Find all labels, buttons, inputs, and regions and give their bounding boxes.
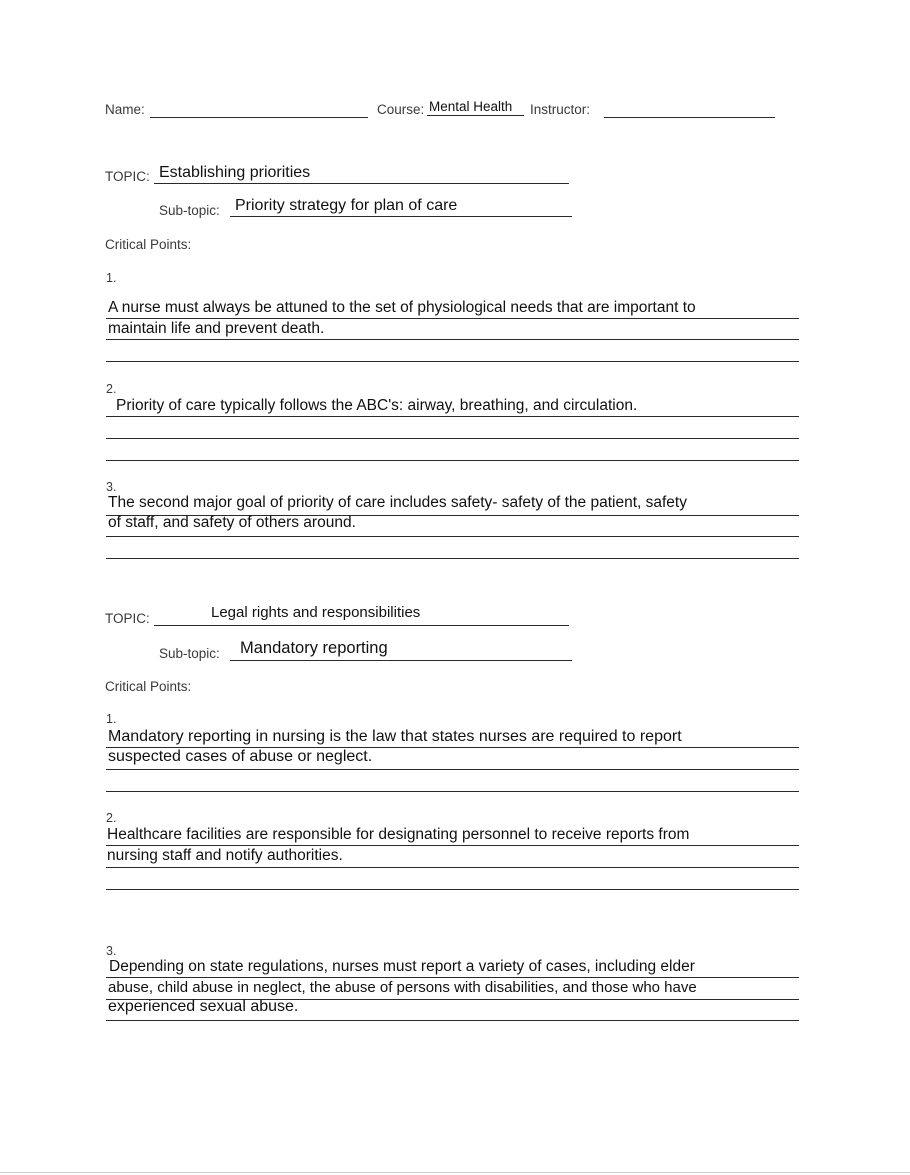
critical-points-label: Critical Points:	[105, 237, 192, 252]
point-number: 2.	[106, 811, 117, 825]
point-text-line: Healthcare facilities are responsible for designating personnel to receive reports from	[107, 826, 690, 843]
answer-line[interactable]	[106, 318, 799, 319]
answer-line[interactable]	[106, 438, 799, 439]
point-number: 3.	[106, 480, 117, 494]
answer-line[interactable]	[106, 791, 799, 792]
point-text-line: nursing staff and notify authorities.	[107, 847, 343, 864]
point-text-line: maintain life and prevent death.	[108, 320, 325, 337]
point-text-line: suspected cases of abuse or neglect.	[108, 748, 373, 765]
point-text-line: Priority of care typically follows the ABC's: airway, breathing, and circulation.	[116, 397, 638, 414]
point-text-line: The second major goal of priority of care includes safety- safety of the patient, safety	[108, 494, 687, 511]
point-number: 1.	[106, 271, 117, 285]
topic-label: TOPIC:	[105, 611, 150, 626]
critical-points-label: Critical Points:	[105, 679, 192, 694]
point-number: 3.	[106, 944, 117, 958]
answer-line[interactable]	[106, 416, 799, 417]
answer-line[interactable]	[106, 977, 799, 978]
point-text-line: abuse, child abuse in neglect, the abuse of persons with disabilities, and those who have	[108, 979, 697, 996]
course-field[interactable]	[427, 99, 524, 116]
answer-line[interactable]	[106, 867, 799, 868]
subtopic-label: Sub-topic:	[159, 203, 220, 218]
answer-line[interactable]	[106, 536, 799, 537]
point-number: 1.	[106, 712, 117, 726]
subtopic-value: Priority strategy for plan of care	[235, 197, 458, 214]
subtopic-field[interactable]	[230, 639, 572, 661]
page-edge	[0, 1172, 910, 1173]
course-value: Mental Health	[429, 99, 513, 114]
instructor-label: Instructor:	[530, 102, 591, 117]
subtopic-field[interactable]	[230, 197, 572, 217]
answer-line[interactable]	[106, 845, 799, 846]
subtopic-value: Mandatory reporting	[240, 639, 388, 657]
instructor-field[interactable]	[604, 117, 775, 118]
answer-line[interactable]	[106, 361, 799, 362]
topic-field[interactable]	[154, 604, 569, 626]
answer-line[interactable]	[106, 558, 799, 559]
answer-line[interactable]	[106, 1020, 799, 1021]
topic-label: TOPIC:	[105, 169, 150, 184]
topic-value: Legal rights and responsibilities	[211, 604, 421, 621]
point-number: 2.	[106, 382, 117, 396]
answer-line[interactable]	[106, 769, 799, 770]
name-field[interactable]	[150, 117, 368, 118]
answer-line[interactable]	[106, 460, 799, 461]
topic-field[interactable]	[154, 164, 569, 184]
point-text-line: Depending on state regulations, nurses must report a variety of cases, including elder	[109, 958, 695, 975]
point-text-line: Mandatory reporting in nursing is the law that states nurses are required to report	[108, 728, 682, 745]
answer-line[interactable]	[106, 339, 799, 340]
topic-value: Establishing priorities	[159, 164, 311, 181]
point-text-line: A nurse must always be attuned to the set of physiological needs that are important to	[108, 299, 696, 316]
course-label: Course:	[377, 102, 425, 117]
answer-line[interactable]	[106, 889, 799, 890]
point-text-line: of staff, and safety of others around.	[108, 514, 356, 531]
name-label: Name:	[105, 102, 145, 117]
point-text-line: experienced sexual abuse.	[108, 998, 299, 1015]
subtopic-label: Sub-topic:	[159, 646, 220, 661]
